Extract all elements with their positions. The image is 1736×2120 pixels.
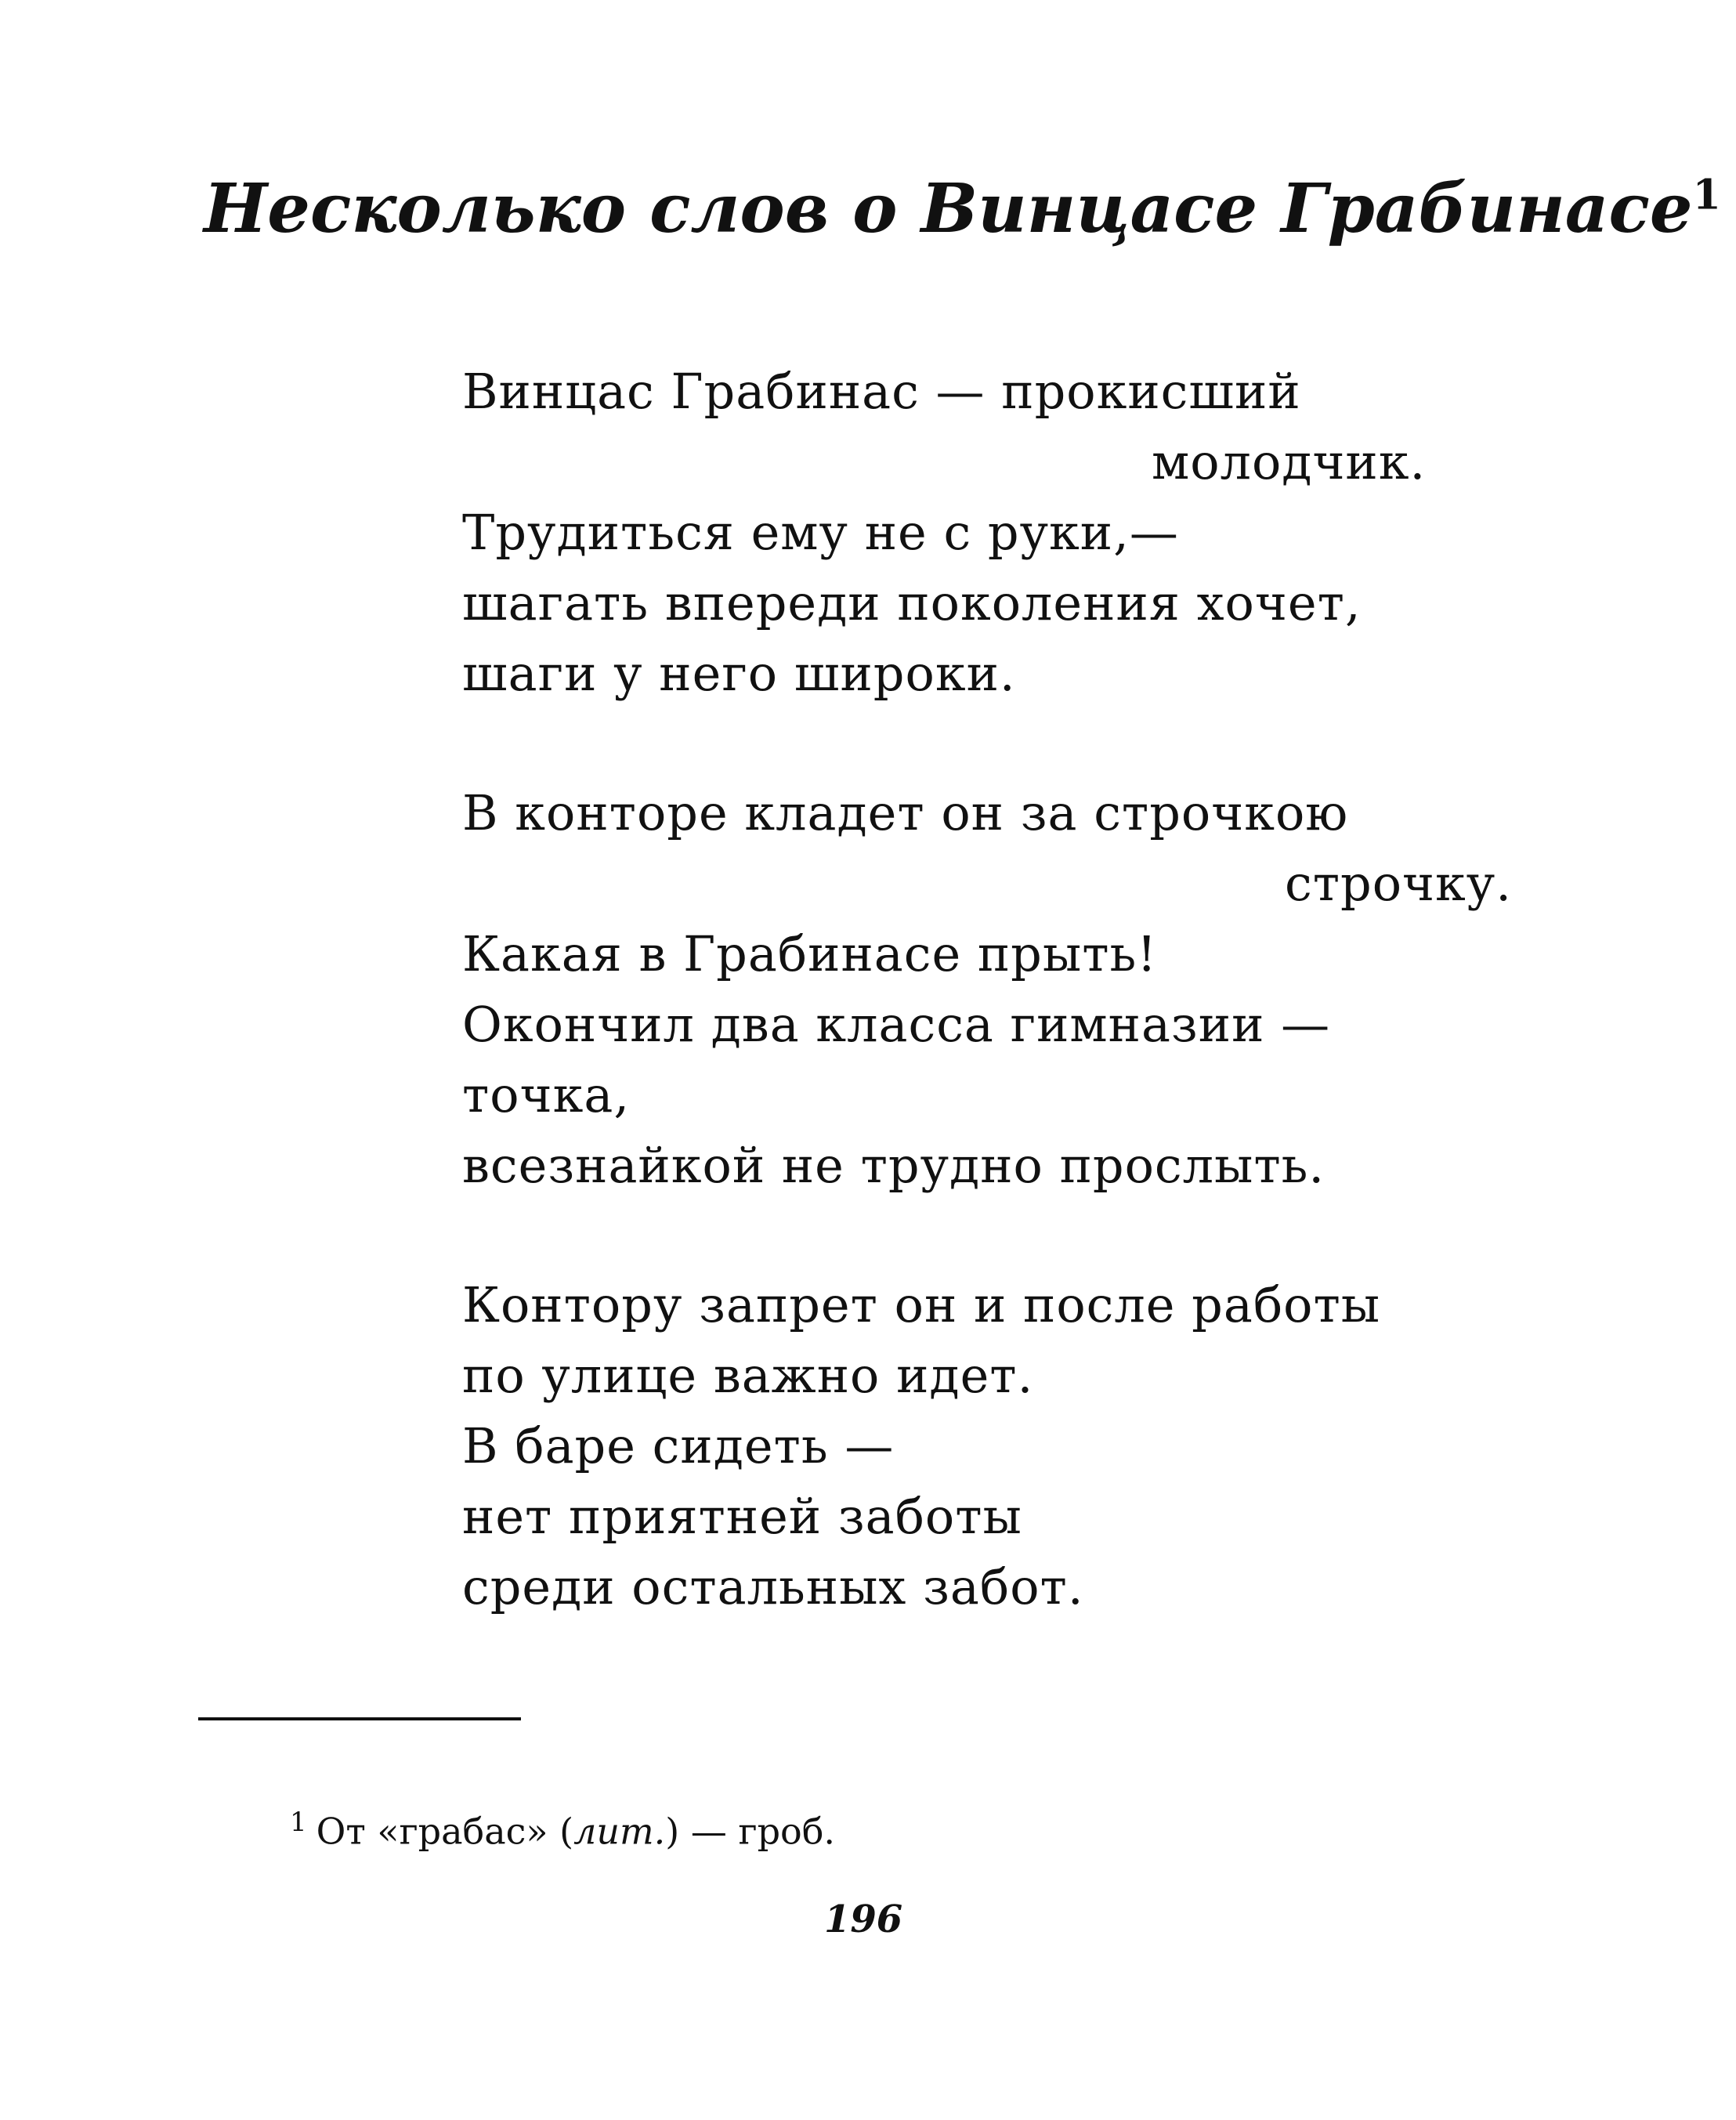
page-number: 196 (824, 1898, 903, 1941)
poem-line-continuation: строчку. (1285, 855, 1512, 912)
poem-title-text: Несколько слов о Винцасе Грабинасе (204, 169, 1693, 248)
stanza-1 (462, 356, 1559, 709)
stanza-3 (462, 1270, 1559, 1623)
poem-line: среди остальных забот. (462, 1558, 1084, 1615)
poem-line: шаги у него широки. (462, 645, 1016, 702)
footnote (290, 1799, 835, 1854)
poem-line: Трудиться ему не с руки,— (462, 504, 1179, 561)
poem-line: нет приятней заботы (462, 1488, 1022, 1545)
footnote-divider (198, 1717, 521, 1720)
footnote-text-before: От «грабас» ( (316, 1810, 574, 1853)
footnote-language-abbr: лит. (573, 1810, 666, 1853)
poem-line: В баре сидеть — (462, 1417, 895, 1474)
footnote-text-after: ) — гроб. (665, 1810, 836, 1853)
poem-line: всезнайкой не трудно прослыть. (462, 1137, 1326, 1194)
poem-line-continuation: молодчик. (1152, 433, 1427, 490)
poem-title (204, 169, 1721, 248)
poem-body (462, 356, 1559, 1691)
poem-line: Окончил два класса гимназии — (462, 996, 1331, 1053)
poem-line: Какая в Грабинасе прыть! (462, 925, 1158, 982)
poem-line: Винцас Грабинас — прокисший (462, 363, 1301, 420)
poem-line: В конторе кладет он за строчкою (462, 784, 1349, 841)
footnote-marker: 1 (290, 1807, 307, 1838)
title-footnote-ref: 1 (1692, 171, 1721, 219)
poem-line: точка, (462, 1066, 631, 1123)
poem-line: по улице важно идет. (462, 1347, 1034, 1404)
poem-line: Контору запрет он и после работы (462, 1276, 1381, 1333)
stanza-2 (462, 778, 1559, 1201)
poem-line: шагать впереди поколения хочет, (462, 574, 1362, 631)
